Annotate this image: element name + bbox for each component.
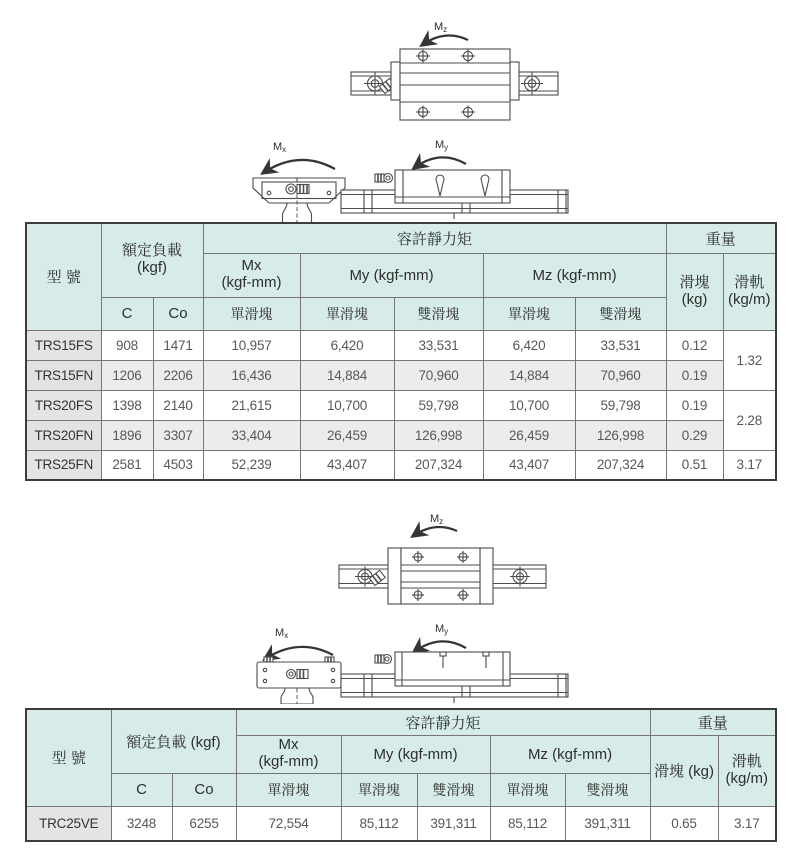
header-model: 型 號 [26,223,101,330]
cell-block-weight: 0.29 [666,420,723,450]
mx-label: Mx [273,141,287,154]
header-mx [236,735,341,773]
mz-moment-arrow-icon [422,36,468,45]
my-moment-arrow-icon [414,641,466,652]
header-co: Co [172,773,236,806]
table-row [26,330,776,360]
table-row [26,360,776,390]
block-side-view [395,170,510,203]
cell-co: 2206 [153,360,203,390]
trc-spec-table [25,708,777,842]
header-single-block: 單滑塊 [236,773,341,806]
cell-mx-single: 10,957 [203,330,300,360]
cell-mz-double: 33,531 [575,330,666,360]
header-block-weight: 滑塊 (kg) [650,735,718,806]
cell-mz-double: 391,311 [565,806,650,841]
rail-weight-unit: (kg/m) [728,290,771,308]
my-moment-arrow-icon [414,157,466,168]
mx-unit: (kgf-mm) [258,753,319,770]
cell-my-single: 14,884 [300,360,394,390]
header-row [26,223,776,253]
cell-c: 3248 [111,806,172,841]
diagram-side-view-my-2 [340,618,570,706]
cell-model: TRS20FN [26,420,101,450]
cell-co: 1471 [153,330,203,360]
cell-co: 4503 [153,450,203,480]
cell-block-weight: 0.19 [666,390,723,420]
header-single-block: 單滑塊 [300,297,394,330]
cell-my-double: 391,311 [417,806,490,841]
trs-spec-table [25,222,777,481]
cell-mz-single: 10,700 [483,390,575,420]
mz-moment-arrow-icon [413,527,457,536]
header-row [26,709,776,735]
rail-weight-title: 滑軌 [731,752,762,770]
rail-weight-title: 滑軌 [734,273,765,291]
cell-rail-weight: 3.17 [723,450,776,480]
block-side-view [395,652,510,686]
cell-model: TRS20FS [26,390,101,420]
grease-nipple-icon [286,184,309,194]
cell-mz-single: 14,884 [483,360,575,390]
cell-mz-single: 43,407 [483,450,575,480]
header-weight: 重量 [650,709,776,735]
header-static-moment: 容許靜力矩 [203,223,666,253]
cell-my-double: 70,960 [394,360,483,390]
cell-co: 6255 [172,806,236,841]
cell-block-weight: 0.19 [666,360,723,390]
header-model: 型 號 [26,709,111,806]
cell-block-weight: 0.51 [666,450,723,480]
cell-mx-single: 16,436 [203,360,300,390]
header-rail-weight [723,253,776,330]
mx-label: Mx [275,627,289,640]
cell-c: 1206 [101,360,153,390]
mx-title: Mx [241,257,262,275]
cell-mz-double: 207,324 [575,450,666,480]
cell-mx-single: 72,554 [236,806,341,841]
cell-mz-single: 26,459 [483,420,575,450]
cell-my-double: 126,998 [394,420,483,450]
my-label: My [435,623,449,636]
grease-nipple-icon [375,655,392,664]
cell-c: 2581 [101,450,153,480]
header-c: C [101,297,153,330]
cell-my-double: 33,531 [394,330,483,360]
block-weight-unit: (kg) [681,290,708,308]
header-rated-load: 額定負載 (kgf) [111,709,236,773]
rail-weight-unit: (kg/m) [725,769,769,787]
table-row [26,450,776,480]
header-rail-weight [718,735,776,806]
grease-nipple-icon [287,670,309,679]
table-row [26,420,776,450]
mz-label: Mz [434,21,448,34]
block-weight-title: 滑塊 [679,273,710,291]
cell-my-single: 6,420 [300,330,394,360]
my-label: My [435,139,449,152]
mx-moment-arrow-icon [265,647,333,659]
cell-rail-weight: 2.28 [723,390,776,450]
mx-moment-arrow-icon [263,160,335,173]
cell-mx-single: 52,239 [203,450,300,480]
header-weight: 重量 [666,223,776,253]
header-single-block: 單滑塊 [341,773,417,806]
header-mz: Mz (kgf-mm) [490,735,650,773]
header-mz: Mz (kgf-mm) [483,253,666,297]
mx-unit: (kgf-mm) [221,274,282,291]
cell-block-weight: 0.65 [650,806,718,841]
header-mx [203,253,300,297]
mx-title: Mx [278,736,299,754]
block-top-view [391,49,519,120]
header-block-weight [666,253,723,330]
diagram-end-view-mx-2 [243,620,355,704]
header-co: Co [153,297,203,330]
header-c: C [111,773,172,806]
table-row [26,390,776,420]
cell-mx-single: 33,404 [203,420,300,450]
table-row [26,806,776,841]
header-double-block: 雙滑塊 [565,773,650,806]
cell-block-weight: 0.12 [666,330,723,360]
cell-mz-double: 59,798 [575,390,666,420]
cell-mz-double: 70,960 [575,360,666,390]
cell-c: 1398 [101,390,153,420]
cell-model: TRS15FS [26,330,101,360]
diagram-side-view-my-1 [340,134,570,222]
header-rated-load [101,223,203,297]
cell-c: 908 [101,330,153,360]
header-single-block: 單滑塊 [483,297,575,330]
cell-model: TRC25VE [26,806,111,841]
cell-rail-weight: 1.32 [723,330,776,390]
cell-mz-double: 126,998 [575,420,666,450]
block-top-view [388,548,493,604]
cell-c: 1896 [101,420,153,450]
cell-mz-single: 85,112 [490,806,565,841]
grease-nipple-icon [375,174,393,183]
header-row [26,297,776,330]
cell-mz-single: 6,420 [483,330,575,360]
rated-load-unit: (kgf) [137,259,167,277]
cell-my-double: 59,798 [394,390,483,420]
header-my: My (kgf-mm) [300,253,483,297]
header-double-block: 雙滑塊 [575,297,666,330]
diagram-end-view-mx-1 [243,136,355,224]
cell-my-single: 43,407 [300,450,394,480]
mz-label: Mz [430,513,444,526]
cell-model: TRS15FN [26,360,101,390]
cell-co: 3307 [153,420,203,450]
cell-my-double: 207,324 [394,450,483,480]
header-my: My (kgf-mm) [341,735,490,773]
cell-model: TRS25FN [26,450,101,480]
rated-load-title: 額定負載 [122,242,183,260]
header-double-block: 雙滑塊 [394,297,483,330]
header-double-block: 雙滑塊 [417,773,490,806]
cell-my-single: 10,700 [300,390,394,420]
header-single-block: 單滑塊 [490,773,565,806]
header-single-block: 單滑塊 [203,297,300,330]
cell-rail-weight: 3.17 [718,806,776,841]
cell-mx-single: 21,615 [203,390,300,420]
cell-my-single: 26,459 [300,420,394,450]
header-static-moment: 容許靜力矩 [236,709,650,735]
cell-my-single: 85,112 [341,806,417,841]
cell-co: 2140 [153,390,203,420]
